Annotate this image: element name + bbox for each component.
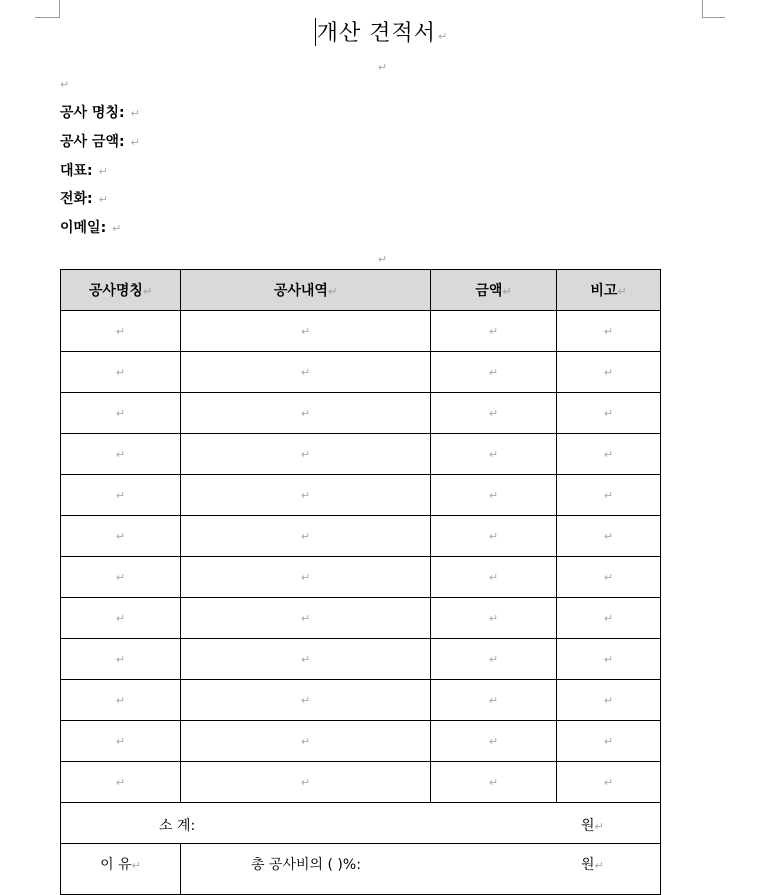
table-cell[interactable]: ↵ (431, 762, 557, 803)
estimate-table (60, 269, 661, 895)
table-cell[interactable]: ↵ (431, 434, 557, 475)
crop-mark-top-right-vertical (702, 0, 703, 17)
table-row (61, 434, 661, 475)
table-row (61, 639, 661, 680)
empty-paragraph: ↵ (60, 78, 70, 91)
table-cell[interactable]: ↵ (431, 393, 557, 434)
reason-row (61, 844, 661, 895)
header-work-details[interactable]: 공사내역↵ (181, 270, 431, 311)
table-cell[interactable]: ↵ (61, 762, 181, 803)
table-cell[interactable]: ↵ (61, 639, 181, 680)
header-remarks[interactable]: 비고↵ (557, 270, 661, 311)
table-cell[interactable]: ↵ (181, 434, 431, 475)
table-cell[interactable]: ↵ (61, 598, 181, 639)
table-cell[interactable]: ↵ (61, 352, 181, 393)
table-row (61, 352, 661, 393)
table-cell[interactable]: ↵ (61, 516, 181, 557)
table-cell[interactable]: ↵ (557, 434, 661, 475)
table-row (61, 762, 661, 803)
table-cell[interactable]: ↵ (61, 721, 181, 762)
table-cell[interactable]: ↵ (557, 352, 661, 393)
table-row (61, 393, 661, 434)
table-row (61, 311, 661, 352)
table-row (61, 516, 661, 557)
table-cell[interactable]: ↵ (181, 311, 431, 352)
table-cell[interactable]: ↵ (61, 680, 181, 721)
table-cell[interactable]: ↵ (557, 393, 661, 434)
table-row (61, 721, 661, 762)
table-cell[interactable]: ↵ (181, 721, 431, 762)
empty-paragraph: ↵ (377, 253, 388, 266)
table-cell[interactable]: ↵ (557, 721, 661, 762)
subtotal-label: 소 계: (159, 818, 196, 834)
table-cell[interactable]: ↵ (61, 311, 181, 352)
subtotal-cell[interactable] (61, 803, 661, 844)
table-cell[interactable]: ↵ (181, 680, 431, 721)
table-cell[interactable]: ↵ (181, 762, 431, 803)
info-project-amount[interactable]: 공사 금액: ↵ (60, 134, 140, 150)
table-cell[interactable]: ↵ (61, 393, 181, 434)
table-cell[interactable]: ↵ (431, 516, 557, 557)
table-cell[interactable]: ↵ (557, 311, 661, 352)
reason-text-cell[interactable] (181, 844, 661, 895)
paragraph-mark: ↵ (438, 30, 449, 43)
table-cell[interactable]: ↵ (431, 598, 557, 639)
empty-paragraph: ↵ (377, 61, 388, 74)
table-row (61, 557, 661, 598)
reason-text: 총 공사비의 ( )%: (251, 857, 361, 873)
table-cell[interactable]: ↵ (181, 516, 431, 557)
table-cell[interactable]: ↵ (557, 475, 661, 516)
crop-mark-top-left-vertical (59, 0, 60, 17)
table-cell[interactable]: ↵ (557, 516, 661, 557)
table-cell[interactable]: ↵ (557, 762, 661, 803)
info-phone[interactable]: 전화: ↵ (60, 191, 108, 207)
info-project-name[interactable]: 공사 명칭: ↵ (60, 105, 140, 121)
table-cell[interactable]: ↵ (61, 434, 181, 475)
table-cell[interactable]: ↵ (557, 557, 661, 598)
subtotal-row (61, 803, 661, 844)
table-cell[interactable]: ↵ (431, 475, 557, 516)
table-cell[interactable]: ↵ (431, 639, 557, 680)
info-email[interactable]: 이메일: ↵ (60, 220, 122, 236)
table-row (61, 598, 661, 639)
table-row (61, 475, 661, 516)
table-cell[interactable]: ↵ (61, 557, 181, 598)
table-cell[interactable]: ↵ (557, 639, 661, 680)
document-title[interactable]: 개산 견적서 ↵ (0, 16, 763, 47)
table-cell[interactable]: ↵ (557, 598, 661, 639)
table-cell[interactable]: ↵ (557, 680, 661, 721)
table-cell[interactable]: ↵ (431, 352, 557, 393)
subtotal-unit: 원↵ (581, 818, 604, 834)
table-cell[interactable]: ↵ (181, 557, 431, 598)
header-project-name[interactable]: 공사명칭↵ (61, 270, 181, 311)
info-representative[interactable]: 대표: ↵ (60, 163, 108, 179)
reason-label-cell[interactable]: 이 유↵ (61, 844, 181, 895)
table-cell[interactable]: ↵ (431, 680, 557, 721)
table-cell[interactable]: ↵ (431, 311, 557, 352)
table-cell[interactable]: ↵ (181, 598, 431, 639)
header-amount[interactable]: 금액↵ (431, 270, 557, 311)
table-cell[interactable]: ↵ (181, 639, 431, 680)
table-cell[interactable]: ↵ (431, 721, 557, 762)
table-cell[interactable]: ↵ (61, 475, 181, 516)
table-cell[interactable]: ↵ (181, 475, 431, 516)
table-cell[interactable]: ↵ (181, 393, 431, 434)
text-cursor (315, 18, 316, 46)
table-cell[interactable]: ↵ (431, 557, 557, 598)
table-cell[interactable]: ↵ (181, 352, 431, 393)
table-header-row (61, 270, 661, 311)
table-row (61, 680, 661, 721)
reason-unit: 원↵ (581, 857, 604, 873)
